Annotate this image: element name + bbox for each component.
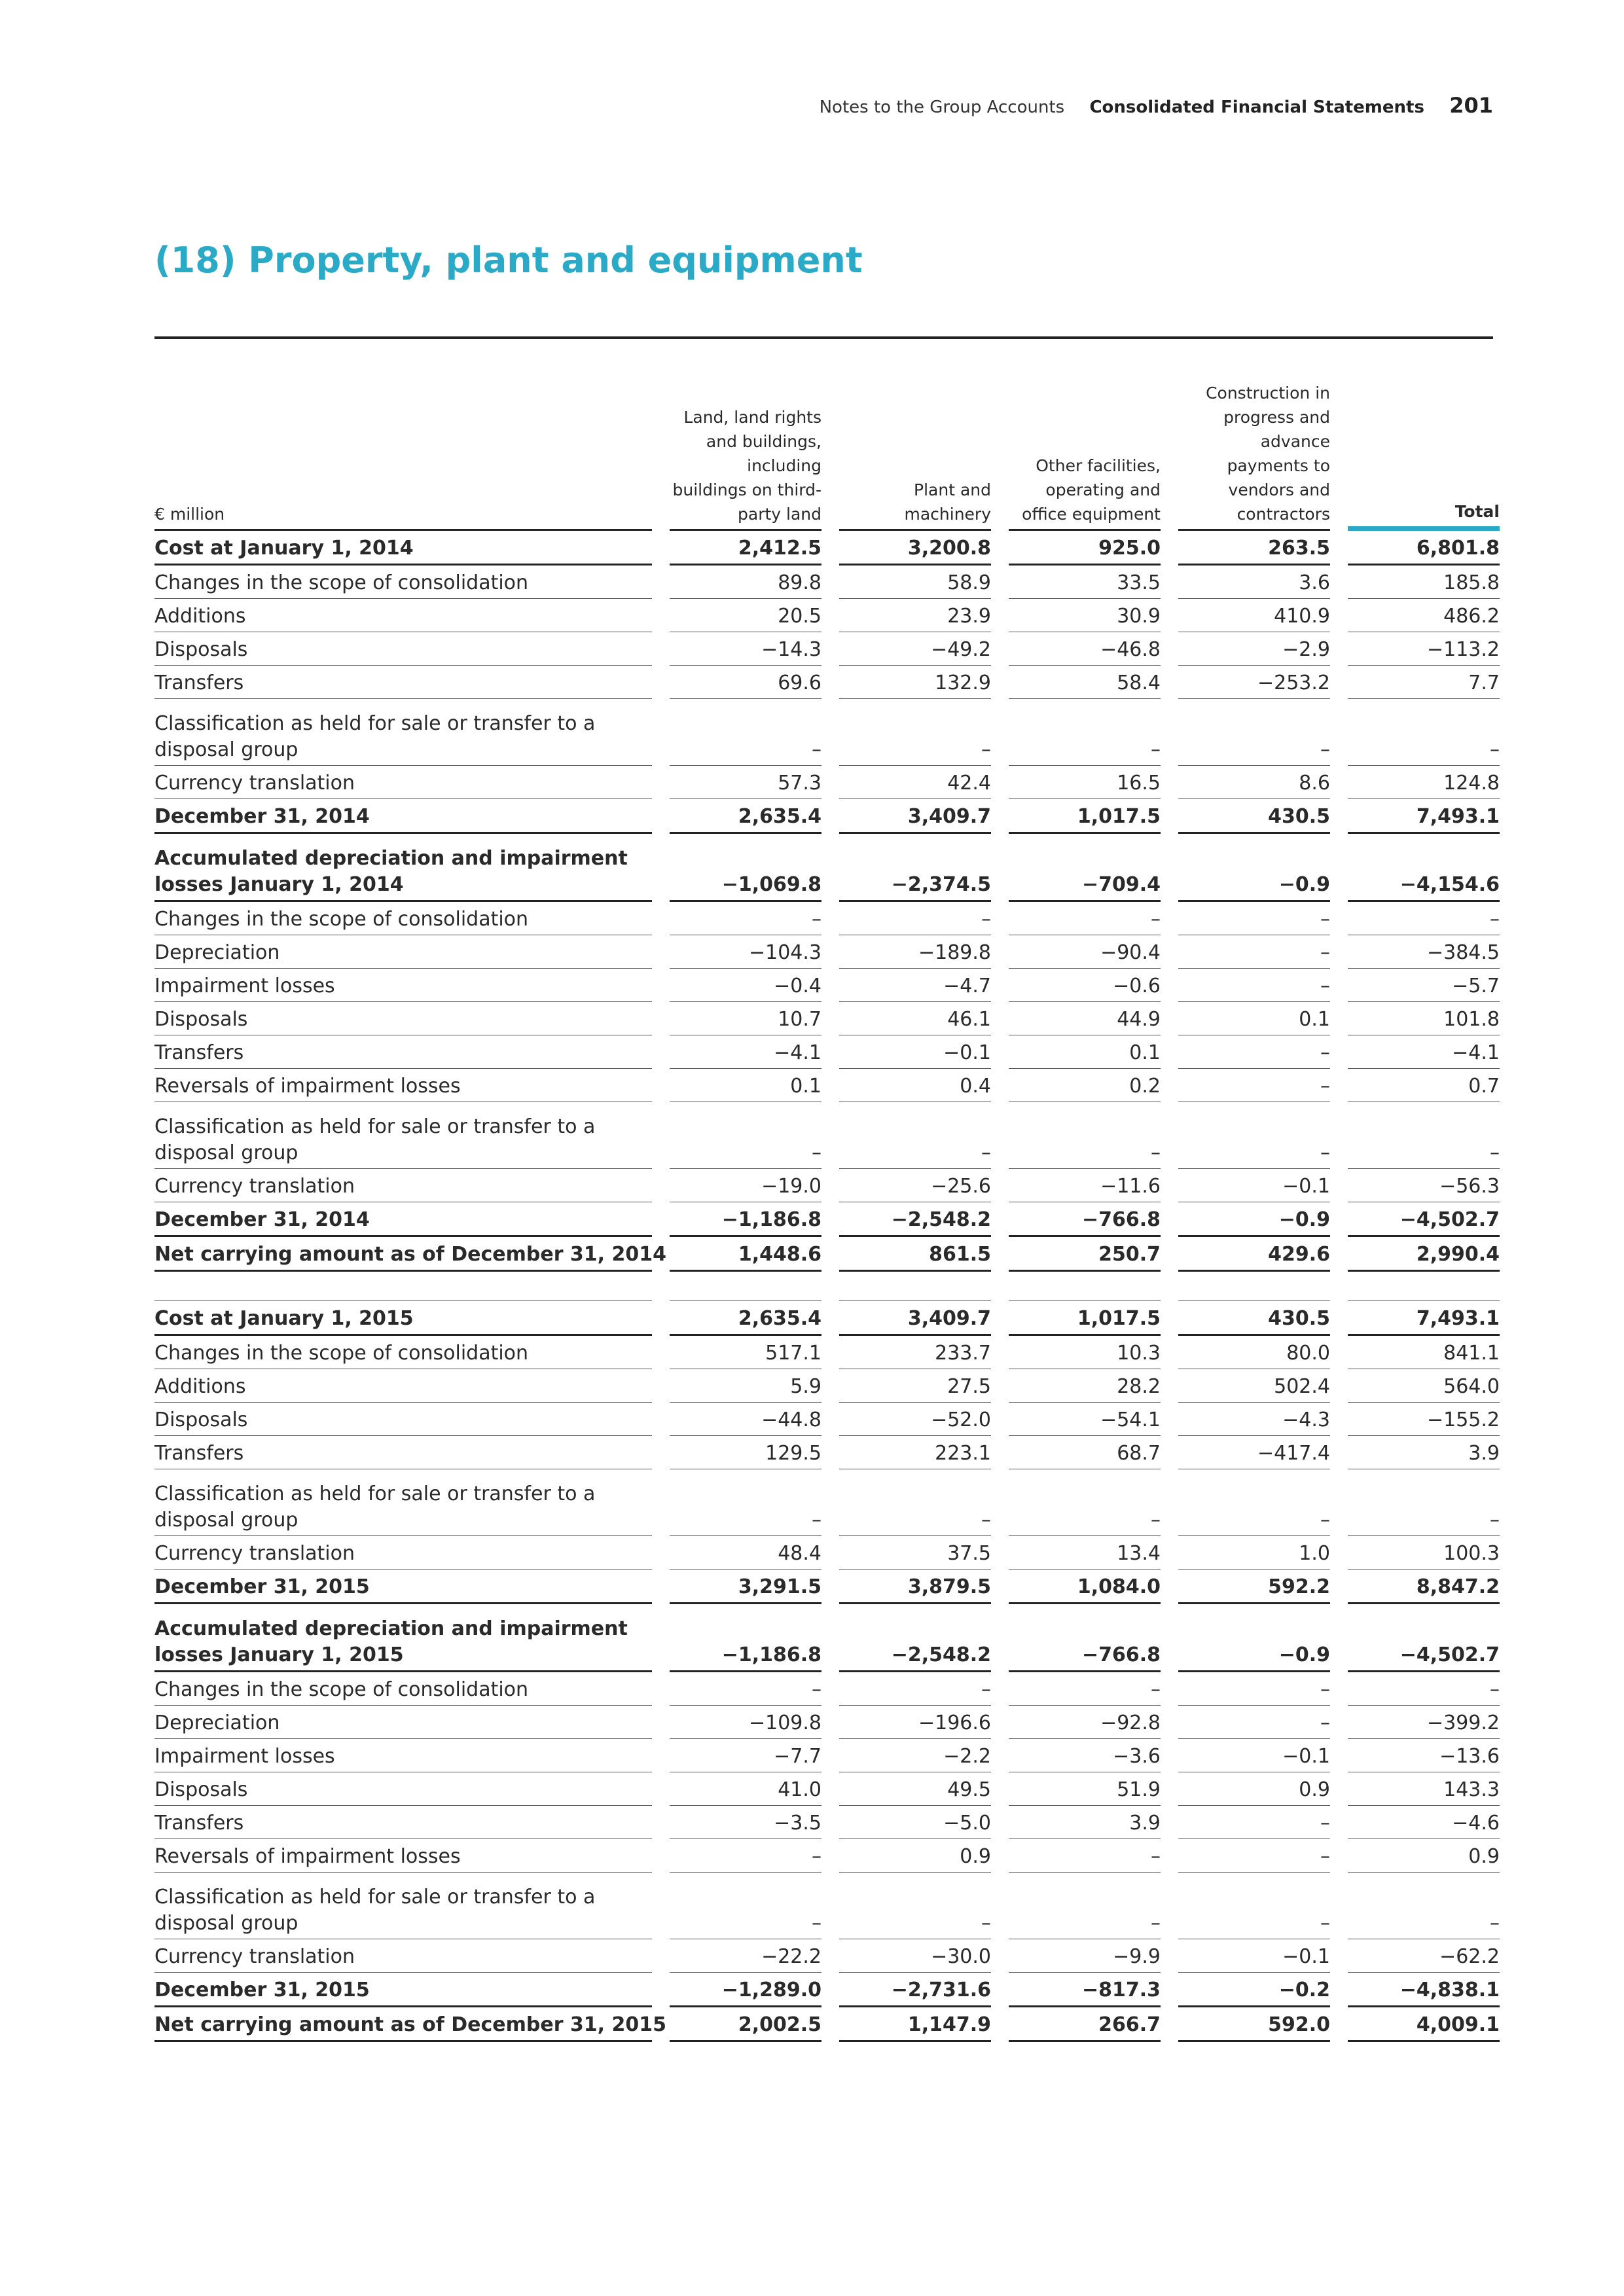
row-label: Reversals of impairment losses (154, 1839, 652, 1873)
plant-value: 58.9 (839, 565, 991, 599)
table-row (154, 565, 1500, 599)
table-row (154, 1772, 1500, 1806)
construction-value: – (1178, 1706, 1330, 1739)
other-value: 925.0 (1009, 531, 1161, 565)
row-label (154, 1272, 652, 1301)
other-value: −766.8 (1009, 1604, 1161, 1672)
total-value: 6,801.8 (1348, 531, 1500, 565)
total-value: −62.2 (1348, 1939, 1500, 1973)
total-value: 564.0 (1348, 1369, 1500, 1403)
row-label: Accumulated depreciation and impairment losses January 1, 2014 (154, 834, 652, 902)
land-value: −22.2 (670, 1939, 821, 1973)
other-value: −9.9 (1009, 1939, 1161, 1973)
construction-value: – (1178, 699, 1330, 766)
construction-value: – (1178, 1839, 1330, 1873)
row-label: Reversals of impairment losses (154, 1069, 652, 1102)
land-value: 0.1 (670, 1069, 821, 1102)
construction-value: – (1178, 1806, 1330, 1839)
other-value: −766.8 (1009, 1202, 1161, 1237)
table-row (154, 969, 1500, 1002)
row-label: Changes in the scope of consolidation (154, 902, 652, 935)
table-row (154, 1739, 1500, 1772)
land-value: 517.1 (670, 1336, 821, 1369)
row-label: Impairment losses (154, 969, 652, 1002)
table-body (154, 531, 1500, 2042)
other-value: −0.6 (1009, 969, 1161, 1002)
construction-value: −0.2 (1178, 1973, 1330, 2007)
plant-value: 46.1 (839, 1002, 991, 1035)
plant-value: 132.9 (839, 666, 991, 699)
table-row (154, 1301, 1500, 1336)
table-row (154, 1436, 1500, 1469)
other-value: −92.8 (1009, 1706, 1161, 1739)
total-value: 0.9 (1348, 1839, 1500, 1873)
table-row (154, 1237, 1500, 1272)
other-value: – (1009, 1839, 1161, 1873)
total-value: 486.2 (1348, 599, 1500, 632)
construction-value: – (1178, 1035, 1330, 1069)
other-value: 1,017.5 (1009, 1301, 1161, 1336)
land-value: −14.3 (670, 632, 821, 666)
land-value: – (670, 1672, 821, 1706)
row-label: Accumulated depreciation and impairment losses January 1, 2015 (154, 1604, 652, 1672)
table-row (154, 632, 1500, 666)
total-value: 185.8 (1348, 565, 1500, 599)
other-value: 33.5 (1009, 565, 1161, 599)
table-row (154, 1806, 1500, 1839)
plant-value: – (839, 699, 991, 766)
land-value: −3.5 (670, 1806, 821, 1839)
land-value: – (670, 1102, 821, 1169)
other-value: −46.8 (1009, 632, 1161, 666)
row-label: Classification as held for sale or transfer to a disposal group (154, 699, 652, 766)
section-title: Notes to the Group Accounts (819, 98, 1065, 117)
row-label: Disposals (154, 1772, 652, 1806)
other-value: 44.9 (1009, 1002, 1161, 1035)
ppe-table (154, 381, 1500, 2042)
plant-value: 3,409.7 (839, 1301, 991, 1336)
total-value: −4,154.6 (1348, 834, 1500, 902)
table-row (154, 1403, 1500, 1436)
land-value: 2,635.4 (670, 1301, 821, 1336)
other-value: – (1009, 1873, 1161, 1939)
construction-value: −417.4 (1178, 1436, 1330, 1469)
plant-value: −25.6 (839, 1169, 991, 1202)
plant-value: −4.7 (839, 969, 991, 1002)
plant-value: −0.1 (839, 1035, 991, 1069)
land-value: 1,448.6 (670, 1237, 821, 1272)
total-value: −399.2 (1348, 1706, 1500, 1739)
construction-value: −0.9 (1178, 1604, 1330, 1672)
plant-value: 223.1 (839, 1436, 991, 1469)
total-value: −13.6 (1348, 1739, 1500, 1772)
table-row (154, 1469, 1500, 1536)
table-row (154, 1102, 1500, 1169)
land-value: −1,186.8 (670, 1604, 821, 1672)
construction-value: 430.5 (1178, 799, 1330, 834)
construction-value: 1.0 (1178, 1536, 1330, 1570)
construction-value: −0.1 (1178, 1169, 1330, 1202)
row-label: Transfers (154, 1806, 652, 1839)
row-label: Disposals (154, 632, 652, 666)
total-value: – (1348, 1873, 1500, 1939)
plant-value: −2,548.2 (839, 1202, 991, 1237)
land-value: – (670, 1873, 821, 1939)
plant-value: 37.5 (839, 1536, 991, 1570)
table-row (154, 1002, 1500, 1035)
land-value: 2,412.5 (670, 531, 821, 565)
plant-value: – (839, 902, 991, 935)
total-value: – (1348, 902, 1500, 935)
land-value: 41.0 (670, 1772, 821, 1806)
row-label: Currency translation (154, 766, 652, 799)
land-value: – (670, 1469, 821, 1536)
other-value: – (1009, 699, 1161, 766)
row-label: Impairment losses (154, 1739, 652, 1772)
table-row (154, 531, 1500, 565)
row-label: Classification as held for sale or transfer to a disposal group (154, 1873, 652, 1939)
construction-value (1178, 1272, 1330, 1301)
construction-value: – (1178, 969, 1330, 1002)
row-label: December 31, 2015 (154, 1570, 652, 1604)
row-label: Net carrying amount as of December 31, 2015 (154, 2007, 652, 2042)
running-header (820, 93, 1493, 118)
row-label: Additions (154, 1369, 652, 1403)
row-label: Currency translation (154, 1536, 652, 1570)
total-value (1348, 1272, 1500, 1301)
table-row (154, 599, 1500, 632)
total-value: −4,502.7 (1348, 1604, 1500, 1672)
plant-value: 3,879.5 (839, 1570, 991, 1604)
row-label: December 31, 2014 (154, 1202, 652, 1237)
total-value: 143.3 (1348, 1772, 1500, 1806)
total-header: Total (1348, 381, 1500, 531)
plant-value: 23.9 (839, 599, 991, 632)
land-value: 10.7 (670, 1002, 821, 1035)
table-row (154, 1973, 1500, 2007)
construction-value: 592.0 (1178, 2007, 1330, 2042)
land-value: −109.8 (670, 1706, 821, 1739)
total-value: −384.5 (1348, 935, 1500, 969)
table-row (154, 1672, 1500, 1706)
row-label: Disposals (154, 1403, 652, 1436)
other-value: – (1009, 1469, 1161, 1536)
row-label: Changes in the scope of consolidation (154, 565, 652, 599)
land-value: 2,635.4 (670, 799, 821, 834)
total-value: 2,990.4 (1348, 1237, 1500, 1272)
total-value: 100.3 (1348, 1536, 1500, 1570)
other-value: 1,084.0 (1009, 1570, 1161, 1604)
land-buildings-header: Land, land rights and buildings, including buildings on third-party land (670, 381, 821, 531)
table-row (154, 1202, 1500, 1237)
construction-value: 502.4 (1178, 1369, 1330, 1403)
construction-value: 410.9 (1178, 599, 1330, 632)
plant-value: −5.0 (839, 1806, 991, 1839)
table-row (154, 1939, 1500, 1973)
construction-value: −4.3 (1178, 1403, 1330, 1436)
other-value: 0.2 (1009, 1069, 1161, 1102)
table-row (154, 1035, 1500, 1069)
total-value: −4,502.7 (1348, 1202, 1500, 1237)
other-value: 51.9 (1009, 1772, 1161, 1806)
total-value: −56.3 (1348, 1169, 1500, 1202)
row-label: Changes in the scope of consolidation (154, 1336, 652, 1369)
other-value: – (1009, 902, 1161, 935)
construction-value: 0.1 (1178, 1002, 1330, 1035)
row-label: Currency translation (154, 1169, 652, 1202)
land-value: – (670, 1839, 821, 1873)
total-value: 101.8 (1348, 1002, 1500, 1035)
other-value: – (1009, 1102, 1161, 1169)
land-value: – (670, 699, 821, 766)
plant-value: 0.4 (839, 1069, 991, 1102)
total-value: 124.8 (1348, 766, 1500, 799)
plant-value: 233.7 (839, 1336, 991, 1369)
other-value: 68.7 (1009, 1436, 1161, 1469)
land-value: 89.8 (670, 565, 821, 599)
land-value: – (670, 902, 821, 935)
other-value: 28.2 (1009, 1369, 1161, 1403)
plant-value: 3,200.8 (839, 531, 991, 565)
land-value: −44.8 (670, 1403, 821, 1436)
plant-value: 1,147.9 (839, 2007, 991, 2042)
plant-value: – (839, 1672, 991, 1706)
row-label: Classification as held for sale or transfer to a disposal group (154, 1469, 652, 1536)
total-value: 8,847.2 (1348, 1570, 1500, 1604)
total-value: −4,838.1 (1348, 1973, 1500, 2007)
other-value: 30.9 (1009, 599, 1161, 632)
plant-value: – (839, 1873, 991, 1939)
table-row (154, 799, 1500, 834)
total-value: 3.9 (1348, 1436, 1500, 1469)
plant-value: – (839, 1469, 991, 1536)
table-row (154, 935, 1500, 969)
plant-value: 49.5 (839, 1772, 991, 1806)
land-value: 57.3 (670, 766, 821, 799)
page-title: (18) Property, plant and equipment (154, 240, 863, 281)
plant-value: −189.8 (839, 935, 991, 969)
total-value: – (1348, 1469, 1500, 1536)
row-label: Additions (154, 599, 652, 632)
table-row (154, 666, 1500, 699)
construction-value: −0.9 (1178, 1202, 1330, 1237)
table-row (154, 834, 1500, 902)
plant-value: −2,548.2 (839, 1604, 991, 1672)
total-value: 7.7 (1348, 666, 1500, 699)
other-value: – (1009, 1672, 1161, 1706)
land-value (670, 1272, 821, 1301)
table-row (154, 1536, 1500, 1570)
land-value: −1,289.0 (670, 1973, 821, 2007)
table-row (154, 1706, 1500, 1739)
construction-value: −2.9 (1178, 632, 1330, 666)
plant-machinery-header: Plant and machinery (839, 381, 991, 531)
row-label: Depreciation (154, 1706, 652, 1739)
land-value: −104.3 (670, 935, 821, 969)
construction-value: – (1178, 1469, 1330, 1536)
land-value: 2,002.5 (670, 2007, 821, 2042)
other-value: 13.4 (1009, 1536, 1161, 1570)
land-value: −4.1 (670, 1035, 821, 1069)
construction-value: −0.9 (1178, 834, 1330, 902)
plant-value: −2.2 (839, 1739, 991, 1772)
row-label: Transfers (154, 1436, 652, 1469)
title-divider (154, 336, 1493, 339)
plant-value: – (839, 1102, 991, 1169)
other-value: 0.1 (1009, 1035, 1161, 1069)
land-value: 48.4 (670, 1536, 821, 1570)
construction-value: −0.1 (1178, 1939, 1330, 1973)
plant-value: 0.9 (839, 1839, 991, 1873)
other-value: 16.5 (1009, 766, 1161, 799)
total-value: 4,009.1 (1348, 2007, 1500, 2042)
total-value: – (1348, 699, 1500, 766)
plant-value: −30.0 (839, 1939, 991, 1973)
table-row (154, 1570, 1500, 1604)
plant-value: −52.0 (839, 1403, 991, 1436)
total-value: 7,493.1 (1348, 1301, 1500, 1336)
construction-value: 429.6 (1178, 1237, 1330, 1272)
construction-value: −253.2 (1178, 666, 1330, 699)
total-value: −5.7 (1348, 969, 1500, 1002)
construction-value: – (1178, 1873, 1330, 1939)
plant-value: 27.5 (839, 1369, 991, 1403)
construction-value: – (1178, 1102, 1330, 1169)
land-value: −7.7 (670, 1739, 821, 1772)
table-row (154, 1169, 1500, 1202)
land-value: 5.9 (670, 1369, 821, 1403)
total-value: – (1348, 1672, 1500, 1706)
other-value: −54.1 (1009, 1403, 1161, 1436)
plant-value: −49.2 (839, 632, 991, 666)
row-label: Depreciation (154, 935, 652, 969)
other-value: −11.6 (1009, 1169, 1161, 1202)
table-row (154, 1873, 1500, 1939)
land-value: 129.5 (670, 1436, 821, 1469)
table-row (154, 699, 1500, 766)
table-row (154, 1336, 1500, 1369)
table-row (154, 1369, 1500, 1403)
construction-progress-header: Construction in progress and advance payments to vendors and contractors (1178, 381, 1330, 531)
construction-value: 430.5 (1178, 1301, 1330, 1336)
land-value: 3,291.5 (670, 1570, 821, 1604)
row-label: Classification as held for sale or transfer to a disposal group (154, 1102, 652, 1169)
construction-value: 80.0 (1178, 1336, 1330, 1369)
row-label: Cost at January 1, 2015 (154, 1301, 652, 1336)
land-value: 20.5 (670, 599, 821, 632)
construction-value: – (1178, 935, 1330, 969)
other-value: 266.7 (1009, 2007, 1161, 2042)
plant-value: −2,374.5 (839, 834, 991, 902)
plant-value: 3,409.7 (839, 799, 991, 834)
total-value: 0.7 (1348, 1069, 1500, 1102)
table-row (154, 1604, 1500, 1672)
land-value: −1,186.8 (670, 1202, 821, 1237)
row-label: Cost at January 1, 2014 (154, 531, 652, 565)
construction-value: 592.2 (1178, 1570, 1330, 1604)
other-value (1009, 1272, 1161, 1301)
construction-value: – (1178, 1069, 1330, 1102)
construction-value: – (1178, 902, 1330, 935)
unit-header: € million (154, 381, 652, 531)
other-value: −817.3 (1009, 1973, 1161, 2007)
row-label: Currency translation (154, 1939, 652, 1973)
land-value: −19.0 (670, 1169, 821, 1202)
other-value: −3.6 (1009, 1739, 1161, 1772)
table-row (154, 766, 1500, 799)
construction-value: 263.5 (1178, 531, 1330, 565)
table-row (154, 1839, 1500, 1873)
table-row (154, 902, 1500, 935)
table-spacer-row (154, 1272, 1500, 1301)
plant-value: 861.5 (839, 1237, 991, 1272)
total-value: −4.1 (1348, 1035, 1500, 1069)
row-label: Net carrying amount as of December 31, 2014 (154, 1237, 652, 1272)
other-value: 250.7 (1009, 1237, 1161, 1272)
total-value: −155.2 (1348, 1403, 1500, 1436)
total-value: – (1348, 1102, 1500, 1169)
land-value: 69.6 (670, 666, 821, 699)
construction-value: 0.9 (1178, 1772, 1330, 1806)
construction-value: 3.6 (1178, 565, 1330, 599)
table-header-row (154, 381, 1500, 531)
other-value: 58.4 (1009, 666, 1161, 699)
row-label: Disposals (154, 1002, 652, 1035)
other-value: 1,017.5 (1009, 799, 1161, 834)
land-value: −0.4 (670, 969, 821, 1002)
total-value: −113.2 (1348, 632, 1500, 666)
document-title: Consolidated Financial Statements (1089, 98, 1424, 117)
row-label: Changes in the scope of consolidation (154, 1672, 652, 1706)
table-row (154, 1069, 1500, 1102)
row-label: Transfers (154, 666, 652, 699)
total-value: 7,493.1 (1348, 799, 1500, 834)
land-value: −1,069.8 (670, 834, 821, 902)
plant-value (839, 1272, 991, 1301)
other-value: 3.9 (1009, 1806, 1161, 1839)
construction-value: −0.1 (1178, 1739, 1330, 1772)
construction-value: – (1178, 1672, 1330, 1706)
row-label: Transfers (154, 1035, 652, 1069)
plant-value: −196.6 (839, 1706, 991, 1739)
other-value: −709.4 (1009, 834, 1161, 902)
page-number: 201 (1449, 93, 1493, 118)
plant-value: 42.4 (839, 766, 991, 799)
other-value: −90.4 (1009, 935, 1161, 969)
other-facilities-header: Other facilities, operating and office equipment (1009, 381, 1161, 531)
row-label: December 31, 2015 (154, 1973, 652, 2007)
total-value: −4.6 (1348, 1806, 1500, 1839)
row-label: December 31, 2014 (154, 799, 652, 834)
table-row (154, 2007, 1500, 2042)
total-value: 841.1 (1348, 1336, 1500, 1369)
other-value: 10.3 (1009, 1336, 1161, 1369)
plant-value: −2,731.6 (839, 1973, 991, 2007)
construction-value: 8.6 (1178, 766, 1330, 799)
